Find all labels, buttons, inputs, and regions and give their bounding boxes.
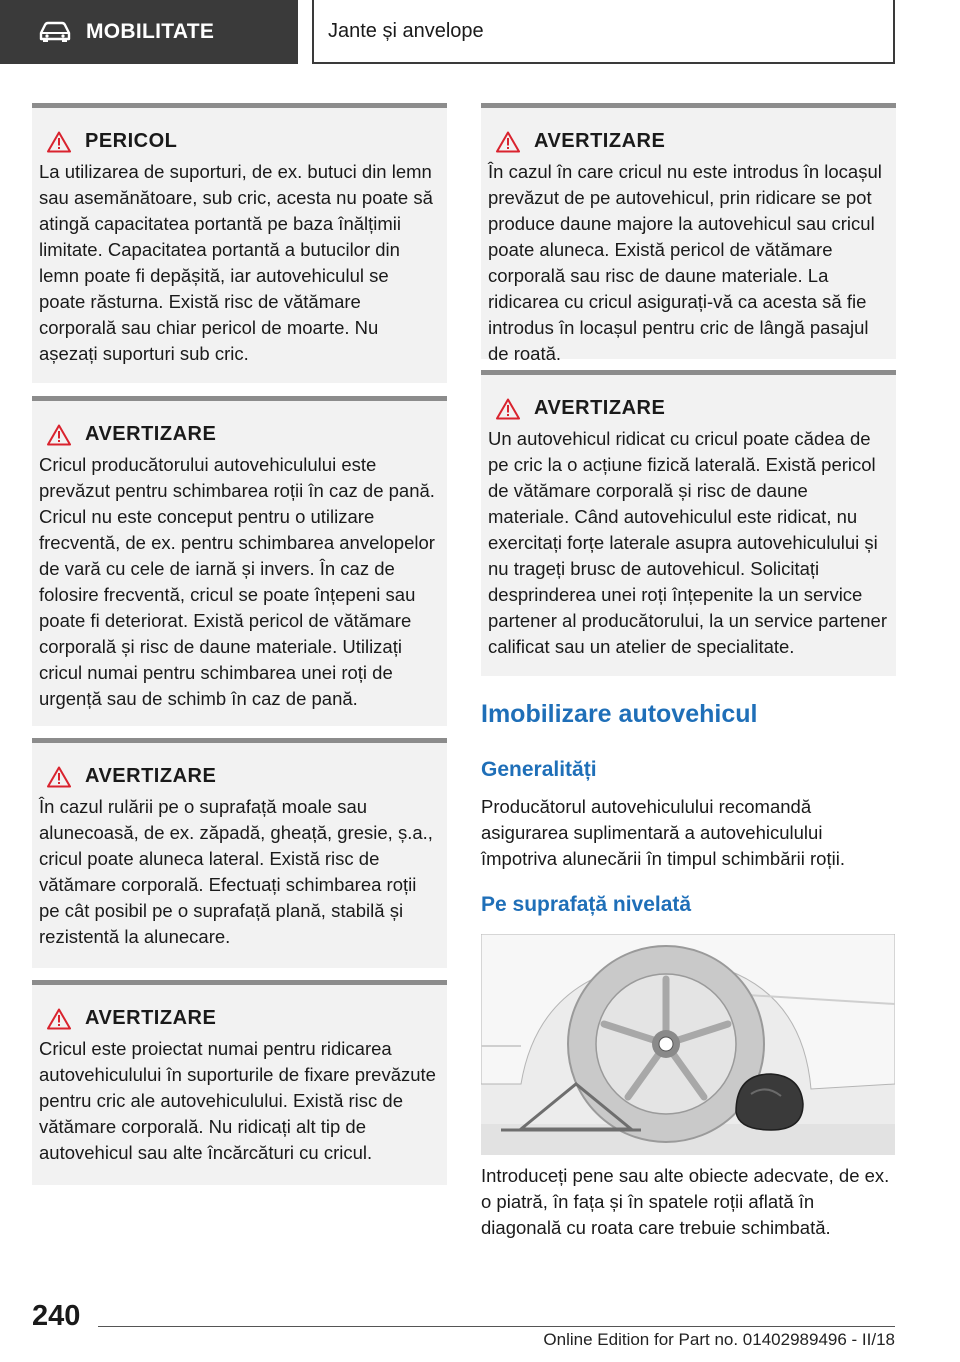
edition-note: Online Edition for Part no. 01402989496 - II/18 — [543, 1330, 895, 1349]
illustration-caption: Introduceți pene sau alte obiecte adecvate, de ex. o piatră, în fața și în spatele roții aflată în diagonală cu roata care trebuie schimbată. — [481, 1165, 890, 1238]
car-icon — [38, 21, 72, 43]
warning-triangle-icon — [47, 1008, 71, 1030]
warning-triangle-icon — [47, 766, 71, 788]
page-number: 240 — [32, 1300, 81, 1332]
warning-box — [481, 103, 896, 364]
warning-text: Un autovehicul ridicat cu cricul poate cădea de pe cric la o acțiune fizică laterală. Există pericol de vătămare corporală și risc de daune materiale. Când autovehiculul este ridicat, nu exercitați forțe laterale asupra autovehiculului și nu trageți brusc de autovehicul. Solicitați desprinderea unei roți înțepenite la un service partener al producătorului, la un service partener calificat sau un atelier de specialitate. — [488, 428, 888, 657]
general-paragraph: Producătorul autovehiculului recomandă asigurarea suplimentară a autovehiculului împotriva alunecării în timpul schimbării roții. — [481, 796, 845, 869]
warning-title: AVERTIZARE — [534, 130, 666, 152]
footer-divider — [98, 1326, 895, 1327]
warning-triangle-icon — [47, 424, 71, 446]
warning-box-danger — [32, 103, 447, 383]
warning-text: Cricul producătorului autovehiculului este prevăzut pentru schimbarea roții în caz de pană. Cricul nu este conceput pentru o utilizare frecventă, de ex. pentru schimbarea anvelopelor de vară cu cele de iarnă și invers. În caz de folosire frecventă, cricul se poate înțepeni sau poate fi deteriorat. Există pericol de vătămare corporală și risc de daune materiale. Utilizați cricul numai pentru schimbarea unei roți de urgență sau de schimb în caz de pană. — [39, 454, 435, 709]
warning-box — [32, 396, 447, 726]
subsection-heading-level-surface: Pe suprafață nivelată — [481, 893, 692, 916]
warning-title: AVERTIZARE — [85, 1007, 217, 1029]
warning-title: AVERTIZARE — [85, 765, 217, 787]
chapter-title: Jante și anvelope — [312, 0, 895, 64]
section-heading: Imobilizare autovehicul — [481, 700, 758, 728]
warning-title: AVERTIZARE — [85, 423, 217, 445]
warning-text: În cazul în care cricul nu este introdus în locașul prevăzut de pe autovehicul, prin ridicare se pot produce daune majore la autovehicul sau cricul poate aluneca. Există pericol de vătămare corporală sau risc de daune materiale. La ridicarea cu cricul asigurați-vă ca acesta să fie introdus în locașul pentru cric de lângă pasajul de roată. — [488, 161, 882, 364]
section-label: MOBILITATE — [86, 20, 215, 43]
wheel-chock-illustration — [481, 934, 895, 1155]
warning-text: La utilizarea de suporturi, de ex. butuci din lemn sau asemănătoare, sub cric, acesta nu poate să atingă capacitatea portantă pe baza înălțimii limitate. Capacitatea portantă a butucilor din lemn poate fi depășită, iar autovehiculul se poate răsturna. Există risc de vătămare corporală sau chiar pericol de moarte. Nu așezați suporturi sub cric. — [39, 161, 433, 364]
warning-box — [481, 370, 896, 676]
warning-title: AVERTIZARE — [534, 397, 666, 419]
section-tab — [0, 0, 298, 64]
warning-title: PERICOL — [85, 130, 178, 152]
warning-triangle-icon — [47, 131, 71, 153]
subsection-heading-general: Generalități — [481, 758, 597, 781]
warning-text: În cazul rulării pe o suprafață moale sau alunecoasă, de ex. zăpadă, gheață, gresie, ș.a., cricul poate aluneca lateral. Există risc de vătămare corporală. Efectuați schimbarea roții pe cât posibil pe o suprafață plană, stabilă și rezistentă la alunecare. — [39, 796, 433, 947]
warning-text: Cricul este proiectat numai pentru ridicarea autovehiculului în suporturile de fixare prevăzute pentru cric ale autovehiculului. Există risc de vătămare corporală. Nu ridicați alt tip de autovehicul sau alte încărcături cu cricul. — [39, 1038, 436, 1163]
warning-triangle-icon — [496, 398, 520, 420]
warning-box — [32, 980, 447, 1185]
warning-box — [32, 738, 447, 968]
warning-triangle-icon — [496, 131, 520, 153]
